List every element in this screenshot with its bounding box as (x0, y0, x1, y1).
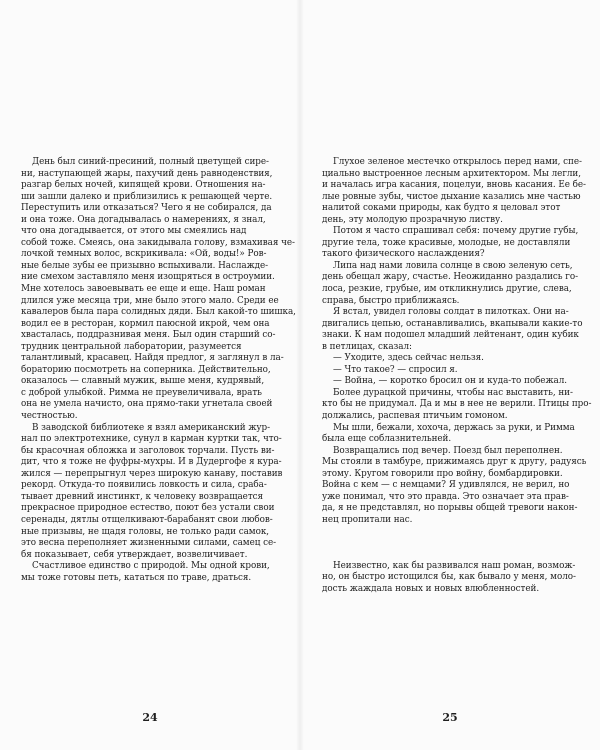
text-line: да, я не представлял, но порывы общей тревоги након- (322, 503, 578, 514)
text-line: она не умела начисто, она прямо-таки угнетала своей (21, 399, 273, 410)
text-line: тывает древний инстинкт, к человеку возвращается (21, 491, 264, 502)
text-line: с доброй улыбкой. Римма не преувеличивала, врать (21, 387, 262, 398)
text-line: что она догадывается, от этого мы смеялись над (21, 226, 247, 237)
text-line: Война с кем — с немцами? Я удивлялся, не верил, но (322, 480, 570, 491)
text-line: двигались цепью, останавливались, вкапывали какие-то (322, 318, 583, 329)
text-line: справа, быстро приближаясь. (322, 295, 460, 306)
text-line: собой тоже. Смеясь, она закидывала голову, взмахивая че- (21, 237, 295, 248)
text-line: Возвращались под вечер. Поезд был переполнен. (322, 445, 563, 456)
left-page-number: 24 (142, 711, 158, 724)
text-line: жился — перепрыгнул через широкую канаву, поставив (21, 468, 283, 479)
text-line: хвасталась, поддразнивая меня. Был один старший со- (21, 330, 276, 341)
text-line: оказалось — славный мужик, выше меня, кудрявый, (21, 376, 265, 387)
text-line: ни, наступающей жары, пахучий день равноденствия, (21, 168, 273, 179)
left-page-text (21, 157, 296, 584)
text-line: такого физического наслаждения? (322, 249, 485, 260)
text-line: но, он быстро истощился бы, как бывало у меня, моло- (322, 572, 576, 583)
text-line: ние смехом заставляло меня изощряться в остроумии. (21, 272, 275, 283)
text-line: ные призывы, не щадя головы, не только ради самок, (21, 526, 270, 537)
text-line: дость жаждала новых и новых влюбленностей. (322, 583, 540, 594)
text-line: В заводской библиотеке я взял американский жур- (21, 422, 271, 433)
text-line: налитой соками природы, как будто я целовал этот (322, 203, 561, 214)
text-line: кто бы не придумал. Да и мы в нее не верили. Птицы про- (322, 399, 592, 410)
text-line: талантливый, красавец. Найдя предлог, я заглянул в ла- (21, 353, 284, 364)
text-line: лоса, резкие, грубые, им откликнулись другие, слева, (322, 284, 572, 295)
text-line: бы красочная обложка и заголовок торчали. Пусть ви- (21, 445, 275, 456)
text-line: лые ровные зубы, чистое дыхание казались мне частью (322, 191, 581, 202)
text-line: в петлицах, сказал: (322, 341, 412, 352)
text-line: нец пропитали нас. (322, 514, 413, 525)
text-line: разгар белых ночей, кипящей крови. Отношения на- (21, 180, 266, 191)
text-line: Липа над нами ловила солнце в свою зеленую сеть, (322, 260, 573, 271)
text-line: День был синий-пресиний, полный цветущей сире- (21, 157, 269, 167)
text-line: серенады, дятлы отщелкивают-барабанят свои любов- (21, 514, 273, 525)
text-line: — Уходите, здесь сейчас нельзя. (322, 353, 484, 364)
text-line: Глухое зеленое местечко открылось перед нами, спе- (322, 157, 582, 167)
text-line: рекорд. Откуда-то появились ловкость и сила, сраба- (21, 480, 267, 491)
right-page (300, 0, 600, 750)
text-line: уже понимал, что это правда. Это означает эта прав- (322, 491, 569, 502)
text-line: дит, что я тоже не фуфры-мухры. И в Дудергофе я кура- (21, 457, 282, 468)
text-line: Мы шли, бежали, хохоча, держась за руки, и Римма (322, 422, 575, 433)
text-line: лочкой темных волос, вскрикивала: «Ой, воды!» Ров- (21, 249, 267, 260)
text-line: Счастливое единство с природой. Мы одной крови, (21, 561, 270, 572)
text-line: трудник центральной лаборатории, разумеется (21, 341, 242, 352)
text-line: должались, распевая птичьим гомоном. (322, 411, 508, 422)
text-line: нал по электротехнике, сунул в карман куртки так, что- (21, 434, 282, 445)
text-line: и она тоже. Она догадывалась о намерениях, я знал, (21, 214, 266, 225)
text-line: — Что такое? — спросил я. (322, 364, 458, 375)
text-line: длился уже месяца три, мне было этого мало. Среди ее (21, 295, 279, 306)
text-line: циально выстроенное лесным архитектором. Мы легли, (322, 168, 581, 179)
text-line: это весна переполняет жизненными силами, самец се- (21, 538, 277, 549)
text-line: знаки. К нам подошел младший лейтенант, один кубик (322, 330, 579, 341)
text-line: Я встал, увидел головы солдат в пилотках. Они на- (322, 307, 569, 318)
text-line: ные белые зубы ее призывно вспыхивали. Наслажде- (21, 260, 269, 271)
text-line: ши зашли далеко и приблизились к решающей черте. (21, 191, 273, 202)
right-page-text (322, 157, 592, 595)
text-line: честностью. (21, 411, 78, 422)
text-line: была еще соблазнительней. (322, 434, 452, 445)
text-line: Переступить или отказаться? Чего я не собирался, да (21, 203, 272, 214)
right-page-number: 25 (442, 711, 458, 724)
text-line: день, эту молодую прозрачную листву. (322, 214, 503, 225)
text-line: бя показывает, себя утверждает, возвеличивает. (21, 549, 248, 560)
text-line: и началась игра касания, поцелуи, вновь касания. Ее бе- (322, 180, 586, 191)
text-line: водил ее в ресторан, кормил паюсной икрой, чем она (21, 318, 270, 329)
text-line: Мы стояли в тамбуре, прижимаясь друг к другу, радуясь (322, 457, 587, 468)
text-line: Мне хотелось завоевывать ее еще и еще. Наш роман (21, 284, 266, 295)
text-line: Более дурацкой причины, чтобы нас выставить, ни- (322, 387, 573, 398)
text-line: бораторию посмотреть на соперника. Действительно, (21, 364, 271, 375)
text-line: — Война, — коротко бросил он и куда-то побежал. (322, 376, 567, 387)
text-line: кавалеров была пара солидных дяди. Был какой-то шишка, (21, 307, 296, 318)
text-line: день обещал жару, счастье. Неожиданно раздались го- (322, 272, 579, 283)
text-line (322, 527, 584, 561)
text-line: другие тела, тоже красивые, молодые, не доставляли (322, 237, 571, 248)
text-line: Потом я часто спрашивал себя: почему другие губы, (322, 226, 579, 237)
text-line: прекрасное природное естество, поют без устали свои (21, 503, 275, 514)
text-line: мы тоже готовы петь, кататься по траве, драться. (21, 572, 252, 583)
text-line: Неизвестно, как бы развивался наш роман, возмож- (322, 560, 576, 571)
text-line: этому. Кругом говорили про войну, бомбардировки. (322, 468, 563, 479)
